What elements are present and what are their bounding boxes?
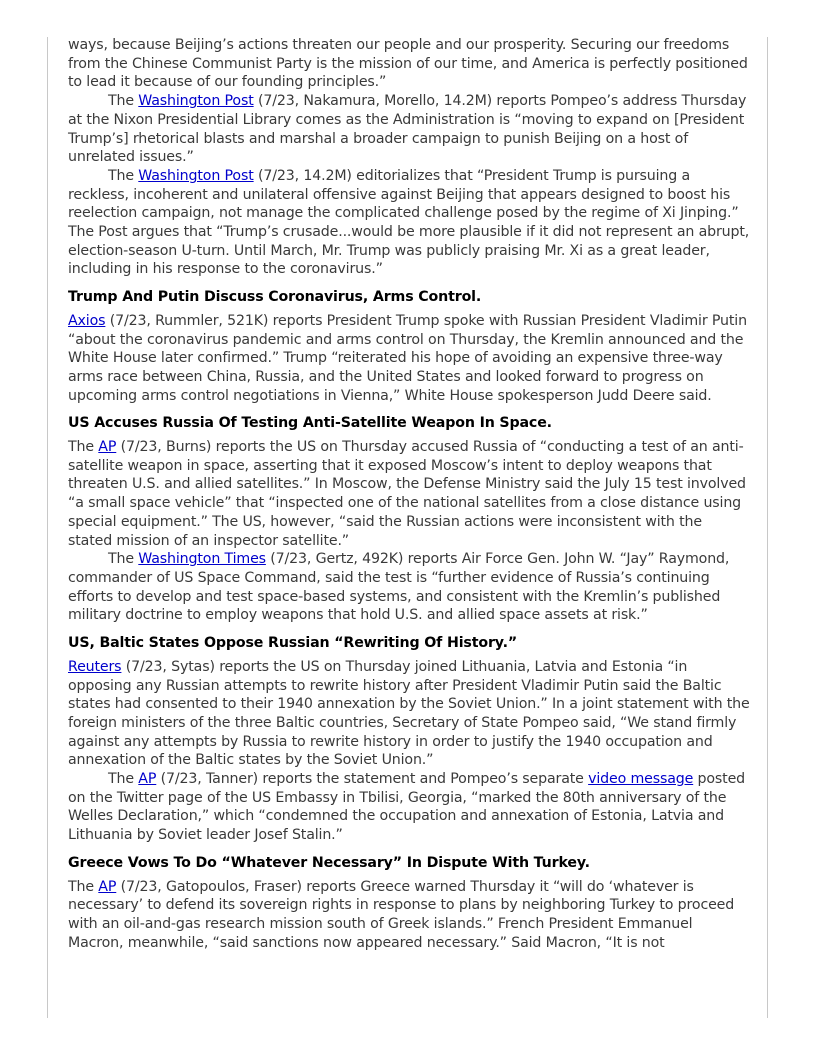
paragraph: [68, 658, 750, 770]
story-headline: US, Baltic States Oppose Russian “Rewriting Of History.”: [68, 635, 518, 652]
paragraph-text: (7/23, Burns) reports the US on Thursday accused Russia of “conducting a test of an anti-satellite weapon in space, asserting that it exposed Moscow’s intent to deploy weapons that threaten U.S. and allied satellites.” In Moscow, the Defense Ministry said the July 15 test involved “a small space vehicle” that “inspected one of the national satellites from a close distance using special equipment.” The US, however, “said the Russian actions were inconsistent with the stated mission of an inspector satellite.”: [68, 439, 746, 549]
text-prefix: The: [68, 878, 99, 895]
story-greece-turkey: [68, 854, 750, 953]
source-link-ap[interactable]: AP: [138, 771, 157, 788]
text-prefix: The: [108, 771, 139, 788]
paragraph-text: posted on the Twitter page of the US Embassy in Tbilisi, Georgia, “marked the 80th anniversary of the Welles Declaration,” which “condemned the occupation and annexation of Estonia, Latvia and Lithuania by Soviet leader Josef Stalin.”: [68, 771, 746, 844]
story-china-continuation: [68, 36, 750, 279]
paragraph-text: (7/23, Tanner) reports the statement and Pompeo’s separate: [156, 771, 589, 788]
story-anti-satellite: [68, 414, 750, 625]
story-headline: Trump And Putin Discuss Coronavirus, Arms Control.: [68, 289, 482, 306]
source-link-reuters[interactable]: Reuters: [68, 658, 122, 675]
source-link-ap[interactable]: AP: [98, 878, 117, 895]
story-baltic-states: [68, 634, 750, 845]
paragraph: [68, 167, 750, 279]
paragraph: [68, 878, 750, 953]
story-headline: US Accuses Russia Of Testing Anti-Satellite Weapon In Space.: [68, 415, 552, 432]
paragraph: [68, 550, 750, 625]
paragraph: [68, 438, 750, 550]
paragraph-text: (7/23, Gertz, 492K) reports Air Force Gen. John W. “Jay” Raymond, commander of US Space Command, said the test is “further evidence of Russia’s continuing efforts to develop and test space-based systems, and consistent with the Kremlin’s published military doctrine to employ weapons that hold U.S. and allied space assets at risk.”: [68, 551, 730, 624]
paragraph: [68, 312, 750, 406]
paragraph-text: (7/23, Sytas) reports the US on Thursday joined Lithuania, Latvia and Estonia “in opposing any Russian attempts to rewrite history after President Vladimir Putin said the Baltic states had consented to their 1940 annexation by the Soviet Union.” In a joint statement with the foreign ministers of the three Baltic countries, Secretary of State Pompeo said, “We stand firmly against any attempts by Russia to rewrite history in order to justify the 1940 occupation and annexation of the Baltic states by the Soviet Union.”: [68, 658, 750, 769]
source-link-washington-post[interactable]: Washington Post: [138, 167, 254, 184]
paragraph-text: (7/23, Rummler, 521K) reports President Trump spoke with Russian President Vladimir Putin “about the coronavirus pandemic and arms control on Thursday, the Kremlin announced and the White House later confirmed.” Trump “reiterated his hope of avoiding an expensive three-way arms race between China, Russia, and the United States and looked forward to progress on upcoming arms control negotiations in Vienna,” White House spokesperson Judd Deere said.: [68, 312, 747, 404]
story-headline: Greece Vows To Do “Whatever Necessary” In Dispute With Turkey.: [68, 854, 590, 871]
text-prefix: The: [108, 167, 139, 184]
source-link-axios[interactable]: Axios: [68, 312, 106, 329]
paragraph: [68, 770, 750, 845]
text-prefix: The: [108, 551, 139, 568]
video-message-link[interactable]: video message: [588, 771, 694, 788]
document-body: [68, 36, 750, 952]
paragraph-continuation: ways, because Beijing’s actions threaten our people and our prosperity. Securing our freedoms from the Chinese Communist Party is the mission of our time, and America is perfectly positioned to lead it because of our founding principles.”: [68, 37, 748, 91]
paragraph-text: (7/23, Nakamura, Morello, 14.2M) reports Pompeo’s address Thursday at the Nixon Presidential Library comes as the Administration is “moving to expand on [President Trump’s] rhetorical blasts and marshal a broader campaign to punish Beijing on a host of unrelated issues.”: [68, 93, 747, 166]
story-trump-putin: [68, 288, 750, 405]
text-prefix: The: [68, 439, 99, 456]
paragraph-text: (7/23, Gatopoulos, Fraser) reports Greece warned Thursday it “will do ‘whatever is necessary’ to defend its sovereign rights in response to plans by neighboring Turkey to proceed with an oil-and-gas research mission south of Greek islands.” French President Emmanuel Macron, meanwhile, “said sanctions now appeared necessary.” Said Macron, “It is not: [68, 878, 735, 951]
paragraph: [68, 92, 750, 167]
source-link-washington-times[interactable]: Washington Times: [138, 551, 266, 568]
text-prefix: The: [108, 93, 139, 110]
source-link-ap[interactable]: AP: [98, 439, 117, 456]
paragraph-text: (7/23, 14.2M) editorializes that “President Trump is pursuing a reckless, incoherent and unilateral offensive against Beijing that appears designed to boost his reelection campaign, not manage the complicated challenge posed by the regime of Xi Jinping.” The Post argues that “Trump’s crusade...would be more plausible if it did not represent an abrupt, election-season U-turn. Until March, Mr. Trump was publicly praising Mr. Xi as a great leader, including in his response to the coronavirus.”: [68, 167, 750, 278]
source-link-washington-post[interactable]: Washington Post: [138, 93, 254, 110]
